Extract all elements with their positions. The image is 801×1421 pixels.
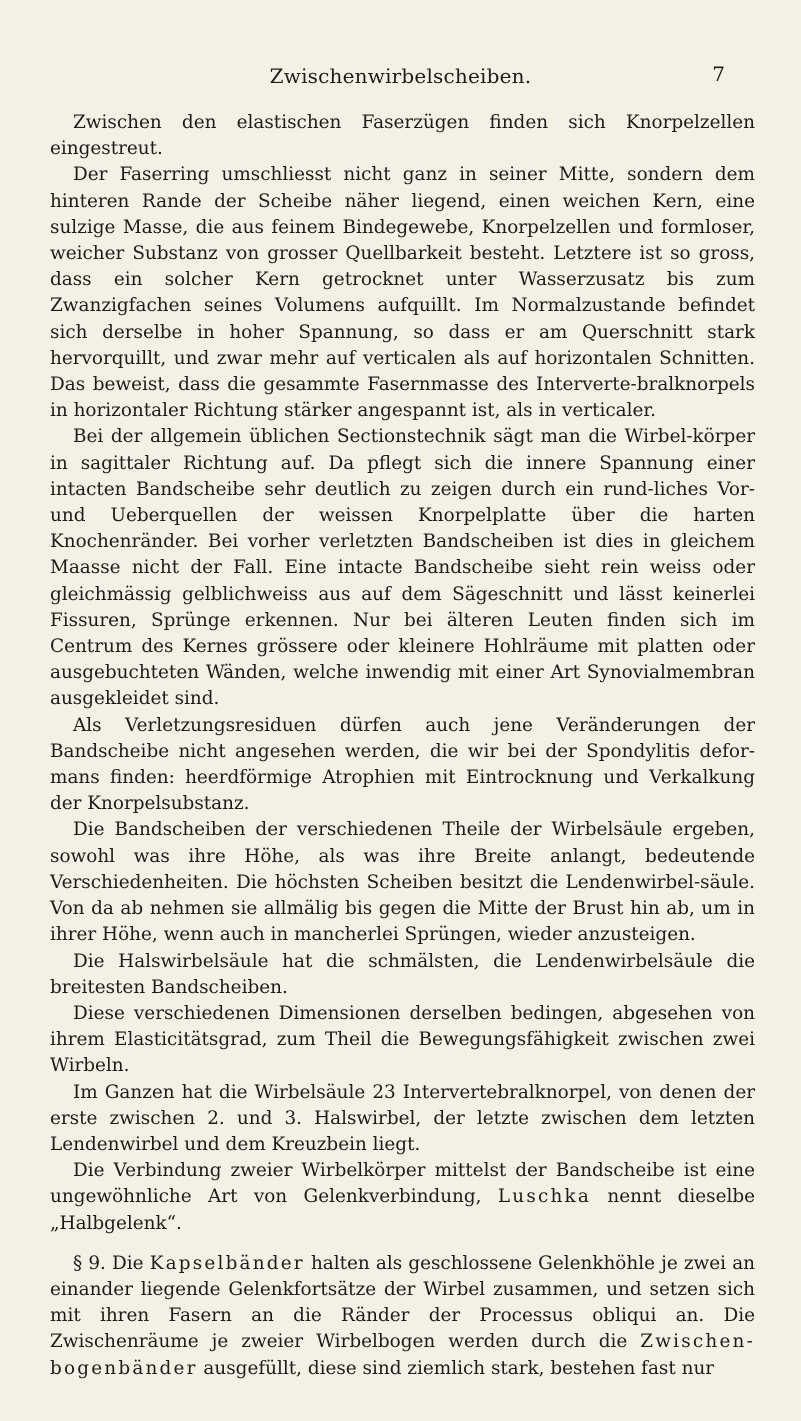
paragraph: Die Halswirbelsäule hat die schmälsten, die Lendenwirbelsäule die breitesten Bandscheiben. [50,950,755,998]
body-text [50,110,755,1382]
text-run: halten als geschlossene Gelenkhöhle je zwei an einander liegende Gelenkfortsätze der Wirbel zusammen, und setzen sich mit ihren Fasern an die Ränder der Processus obliqui an. Die Zwischenräume je zweier Wirbelbogen werden durch die [50,1252,756,1353]
paragraph [50,1158,755,1237]
running-head [0,64,801,92]
text-run: nennt dieselbe „Halbgelenk“. [50,1186,755,1234]
text-run: ausgefüllt, diese sind ziemlich stark, bestehen fast nur [197,1357,715,1379]
emphasized-term: Kapselbänder [149,1252,305,1274]
paragraph: Zwischen den elastischen Faserzügen finden sich Knorpelzellen eingestreut. [50,112,755,160]
author-name: Luschka [497,1186,592,1208]
page-number: 7 [712,62,725,86]
text-run: § 9. Die [73,1252,150,1274]
running-title: Zwischenwirbelscheiben. [269,64,532,88]
paragraph: Diese verschiedenen Dimensionen derselben bedingen, abgesehen von ihrem Elasticitätsgrad, zum Theil die Bewegungsfähigkeit zwischen zwei Wirbeln. [50,1002,755,1077]
paragraph: Als Verletzungsresiduen dürfen auch jene Veränderungen der Bandscheibe nicht angesehen werden, die wir bei der Spondylitis defor-mans finden: heerdförmige Atrophien mit Eintrocknung und Verkalkung der Knorpelsubstanz. [50,714,755,815]
paragraph: Bei der allgemein üblichen Sectionstechnik sägt man die Wirbel-körper in sagittaler Richtung auf. Da pflegt sich die innere Spannung einer intacten Bandscheibe sehr deutlich zu zeigen durch ein rund-liches Vor- und Ueberquellen der weissen Knorpelplatte über die harten Knochenränder. Bei vorher verletzten Bandscheiben ist dies in gleichem Maasse nicht der Fall. Eine intacte Bandscheibe sieht rein weiss oder gleichmässig gelblichweiss aus auf dem Sägeschnitt und lässt keinerlei Fissuren, Sprünge erkennen. Nur bei älteren Leuten finden sich im Centrum des Kernes grössere oder kleinere Hohlräume mit platten oder ausgebuchteten Wänden, welche inwendig mit einer Art Synovialmembran ausgekleidet sind. [50,426,755,710]
paragraph: Im Ganzen hat die Wirbelsäule 23 Intervertebralknorpel, von denen der erste zwischen 2. und 3. Halswirbel, der letzte zwischen dem letzten Lendenwirbel und dem Kreuzbein liegt. [50,1081,755,1155]
section-paragraph [50,1251,755,1382]
emphasized-term: Zwischen-bogenbänder [50,1331,755,1379]
paragraph: Die Bandscheiben der verschiedenen Theile der Wirbelsäule ergeben, sowohl was ihre Höhe, als was ihre Breite anlangt, bedeutende Verschiedenheiten. Die höchsten Scheiben besitzt die Lendenwirbel-säule. Von da ab nehmen sie allmälig bis gegen die Mitte der Brust hin ab, um in ihrer Höhe, wenn auch in mancherlei Sprüngen, wieder anzusteigen. [50,819,755,946]
paragraph: Der Faserring umschliesst nicht ganz in seiner Mitte, sondern dem hinteren Rande der Scheibe näher liegend, einen weichen Kern, eine sulzige Masse, die aus feinem Bindegewebe, Knorpelzellen und formloser, weicher Substanz von grosser Quellbarkeit besteht. Letztere ist so gross, dass ein solcher Kern getrocknet unter Wasserzusatz bis zum Zwanzigfachen seines Volumens aufquillt. Im Normalzustande befindet sich derselbe in hoher Spannung, so dass er am Querschnitt stark hervorquillt, und zwar mehr auf verticalen als auf horizontalen Schnitten. Das beweist, dass die gesammte Fasernmasse des Interverte-bralknorpels in horizontaler Richtung stärker angespannt ist, als in verticaler. [50,164,755,422]
text-run: Die Verbindung zweier Wirbelkörper mittelst der Bandscheibe ist eine ungewöhnliche Art von Gelenkverbindung, [50,1160,755,1208]
